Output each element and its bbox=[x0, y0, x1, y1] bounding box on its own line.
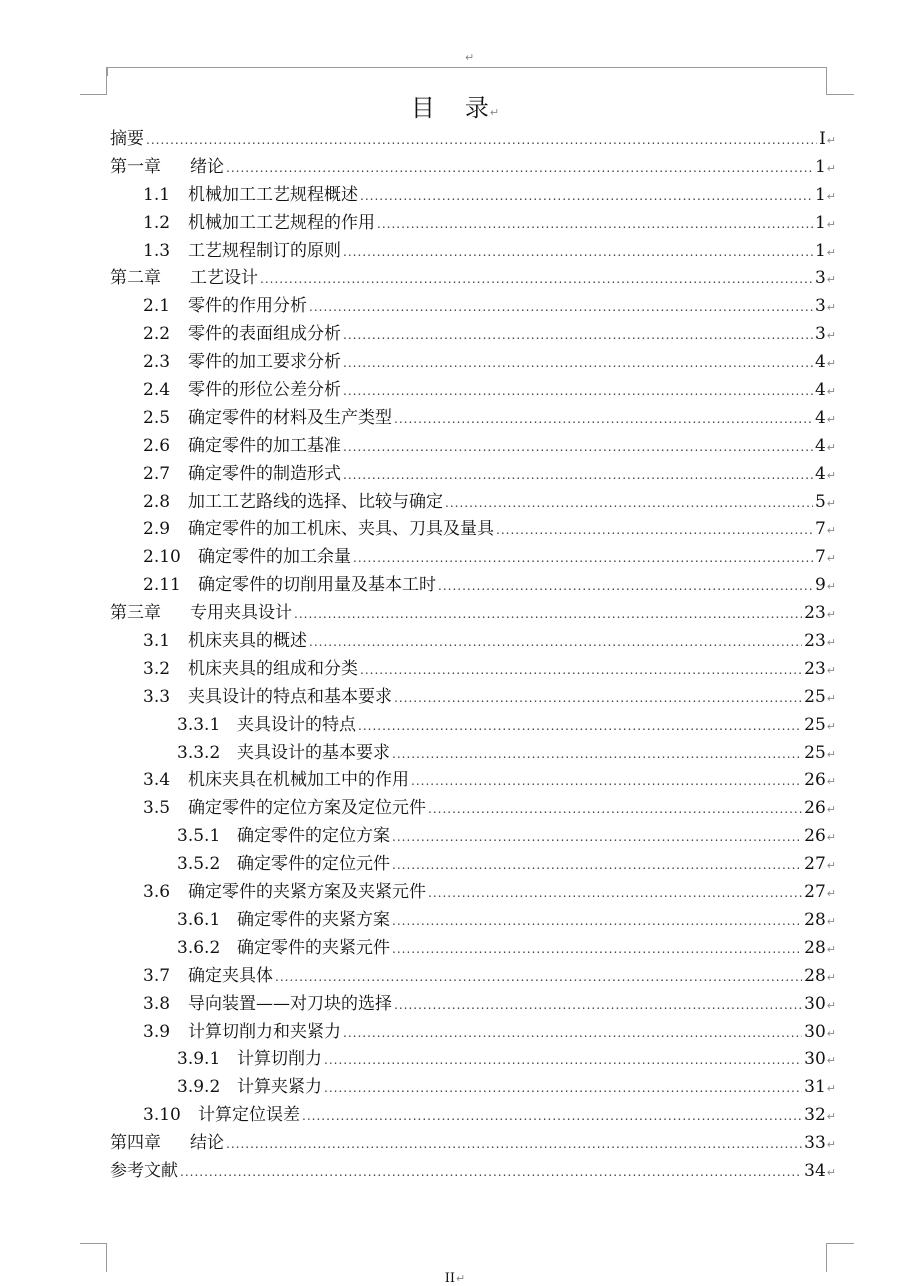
toc-entry[interactable] bbox=[110, 1130, 836, 1158]
toc-entry-page: 30 bbox=[804, 993, 826, 1014]
paragraph-mark: ↵ bbox=[826, 1138, 836, 1152]
toc-title-part1: 目 bbox=[410, 94, 435, 122]
toc-entry-number: 1.3 bbox=[143, 240, 171, 261]
paragraph-mark: ↵ bbox=[826, 552, 836, 566]
toc-entry-label: 工艺规程制订的原则 bbox=[188, 240, 341, 261]
toc-entry-number: 3.2 bbox=[143, 658, 171, 679]
toc-entry-number: 2.5 bbox=[143, 407, 171, 428]
paragraph-mark: ↵ bbox=[826, 998, 836, 1012]
toc-entry[interactable] bbox=[110, 377, 836, 405]
toc-dot-leader bbox=[445, 490, 813, 518]
toc-entry-label: 夹具设计的特点和基本要求 bbox=[188, 686, 392, 707]
toc-entry-label: 加工工艺路线的选择、比较与确定 bbox=[188, 491, 443, 512]
toc-dot-leader bbox=[392, 824, 802, 852]
toc-entry-page: 4 bbox=[814, 380, 826, 401]
toc-entry-page: 23 bbox=[804, 658, 826, 679]
toc-entry-number: 第三章 bbox=[110, 603, 161, 624]
toc-entry[interactable] bbox=[110, 963, 836, 991]
toc-entry-page: 5 bbox=[814, 491, 826, 512]
toc-entry-label: 确定零件的定位元件 bbox=[237, 854, 390, 875]
toc-entry-page: 4 bbox=[814, 407, 826, 428]
toc-entry-label: 计算夹紧力 bbox=[237, 1077, 322, 1098]
toc-entry-number: 3.8 bbox=[143, 993, 171, 1014]
toc-entry-page: 3 bbox=[814, 268, 826, 289]
toc-entry-label: 工艺设计 bbox=[190, 268, 258, 289]
paragraph-mark: ↵ bbox=[826, 719, 836, 733]
toc-dot-leader bbox=[226, 1131, 802, 1159]
paragraph-mark: ↵ bbox=[826, 301, 836, 315]
toc-entry-label: 确定夹具体 bbox=[188, 965, 273, 986]
toc-entry[interactable] bbox=[110, 823, 836, 851]
toc-entry-number: 3.5 bbox=[143, 798, 171, 819]
paragraph-mark: ↵ bbox=[826, 580, 836, 594]
toc-dot-leader bbox=[411, 768, 802, 796]
toc-entry-page: 1 bbox=[814, 156, 826, 177]
toc-entry-label: 机床夹具的组成和分类 bbox=[188, 658, 358, 679]
toc-entry-number: 1.2 bbox=[143, 212, 171, 233]
toc-entry-label: 专用夹具设计 bbox=[190, 603, 292, 624]
toc-entry-number: 第四章 bbox=[110, 1133, 161, 1154]
paragraph-mark: ↵ bbox=[826, 217, 836, 231]
toc-entry-page: I bbox=[819, 129, 826, 149]
crop-mark-bottom-left bbox=[80, 1243, 107, 1272]
paragraph-mark: ↵ bbox=[826, 859, 836, 873]
toc-entry-label: 确定零件的夹紧元件 bbox=[237, 937, 390, 958]
toc-entry-number: 3.3.2 bbox=[177, 742, 221, 763]
toc-entry-number: 2.6 bbox=[143, 435, 171, 456]
toc-entry-label: 机械加工工艺规程概述 bbox=[188, 184, 358, 205]
toc-entry-page: 7 bbox=[814, 519, 826, 540]
toc-entry-label: 确定零件的夹紧方案及夹紧元件 bbox=[188, 882, 426, 903]
toc-entry[interactable] bbox=[110, 405, 836, 433]
toc-dot-leader bbox=[358, 713, 802, 741]
paragraph-mark: ↵ bbox=[826, 1082, 836, 1096]
toc-entry-number: 3.6 bbox=[143, 882, 171, 903]
paragraph-mark: ↵ bbox=[826, 440, 836, 454]
toc-dot-leader bbox=[146, 127, 817, 155]
toc-entry-page: 28 bbox=[804, 909, 826, 930]
toc-entry-page: 4 bbox=[814, 435, 826, 456]
toc-entry-number: 3.9 bbox=[143, 1021, 171, 1042]
toc-entry-label: 确定零件的切削用量及基本工时 bbox=[198, 575, 436, 596]
toc-entry-number: 3.6.2 bbox=[177, 937, 221, 958]
toc-dot-leader bbox=[324, 1047, 802, 1075]
toc-entry-label: 确定零件的加工机床、夹具、刀具及量具 bbox=[188, 519, 494, 540]
toc-entry-label: 计算切削力和夹紧力 bbox=[188, 1021, 341, 1042]
toc-entry-label: 机械加工工艺规程的作用 bbox=[188, 212, 375, 233]
toc-dot-leader bbox=[294, 601, 802, 629]
toc-entry-page: 23 bbox=[804, 603, 826, 624]
toc-entry[interactable] bbox=[110, 907, 836, 935]
toc-dot-leader bbox=[260, 266, 813, 294]
toc-dot-leader bbox=[394, 406, 813, 434]
toc-entry-label: 确定零件的定位方案及定位元件 bbox=[188, 798, 426, 819]
toc-entry-page: 25 bbox=[804, 742, 826, 763]
paragraph-mark: ↵ bbox=[826, 1165, 836, 1179]
toc-entry-number: 3.4 bbox=[143, 770, 171, 791]
toc-entry[interactable] bbox=[110, 740, 836, 768]
toc-entry-page: 26 bbox=[804, 826, 826, 847]
toc-entry-page: 31 bbox=[804, 1077, 826, 1098]
toc-entry[interactable] bbox=[110, 879, 836, 907]
toc-dot-leader bbox=[343, 434, 813, 462]
crop-mark-bottom-right bbox=[826, 1243, 854, 1272]
paragraph-mark: ↵ bbox=[826, 914, 836, 928]
toc-entry[interactable] bbox=[110, 712, 836, 740]
toc-dot-leader bbox=[180, 1159, 802, 1187]
toc-entry[interactable] bbox=[110, 795, 836, 823]
crop-mark-top-left bbox=[80, 67, 107, 95]
toc-entry-page: 7 bbox=[814, 547, 826, 568]
toc-entry-page: 34 bbox=[804, 1160, 826, 1181]
toc-entry-page: 1 bbox=[814, 184, 826, 205]
toc-entry-label: 零件的形位公差分析 bbox=[188, 380, 341, 401]
toc-entry[interactable] bbox=[110, 1074, 836, 1102]
toc-entry-page: 3 bbox=[814, 324, 826, 345]
toc-dot-leader bbox=[428, 796, 802, 824]
toc-entry-number: 2.8 bbox=[143, 491, 171, 512]
paragraph-mark: ↵ bbox=[826, 496, 836, 510]
toc-entry-number: 2.9 bbox=[143, 519, 171, 540]
toc-entry[interactable] bbox=[110, 600, 836, 628]
toc-entry-label: 确定零件的制造形式 bbox=[188, 463, 341, 484]
toc-dot-leader bbox=[324, 1075, 802, 1103]
toc-entry-page: 4 bbox=[814, 463, 826, 484]
toc-entry-number: 3.10 bbox=[143, 1105, 181, 1126]
toc-entry-number: 3.9.1 bbox=[177, 1049, 221, 1070]
toc-title bbox=[0, 92, 910, 129]
footer-page-number: II bbox=[444, 1271, 456, 1286]
toc-entry-label: 确定零件的材料及生产类型 bbox=[188, 407, 392, 428]
toc-entry-number: 2.1 bbox=[143, 296, 171, 317]
toc-entry-number: 3.3.1 bbox=[177, 714, 221, 735]
toc-entry-page: 26 bbox=[804, 798, 826, 819]
toc-entry[interactable] bbox=[110, 851, 836, 879]
paragraph-mark: ↵ bbox=[826, 273, 836, 287]
toc-entry-page: 3 bbox=[814, 296, 826, 317]
toc-entry-label: 夹具设计的特点 bbox=[237, 714, 356, 735]
toc-entry[interactable] bbox=[110, 628, 836, 656]
toc-entry-page: 32 bbox=[804, 1105, 826, 1126]
toc-entry-label: 夹具设计的基本要求 bbox=[237, 742, 390, 763]
toc-dot-leader bbox=[226, 155, 813, 183]
toc-entry[interactable] bbox=[110, 293, 836, 321]
toc-entry[interactable] bbox=[110, 935, 836, 963]
paragraph-mark: ↵ bbox=[826, 245, 836, 259]
paragraph-mark: ↵ bbox=[826, 831, 836, 845]
paragraph-mark: ↵ bbox=[826, 663, 836, 677]
toc-entry-page: 28 bbox=[804, 965, 826, 986]
header-rule bbox=[107, 67, 827, 68]
paragraph-mark: ↵ bbox=[826, 775, 836, 789]
paragraph-mark: ↵ bbox=[826, 468, 836, 482]
toc-entry-page: 1 bbox=[814, 240, 826, 261]
toc-entry[interactable] bbox=[110, 238, 836, 266]
crop-mark-top-left-tick bbox=[107, 67, 108, 76]
paragraph-mark: ↵ bbox=[826, 1026, 836, 1040]
toc-entry-page: 9 bbox=[814, 575, 826, 596]
toc-dot-leader bbox=[343, 239, 813, 267]
toc-entry[interactable] bbox=[110, 1102, 836, 1130]
toc-entry-number: 2.11 bbox=[143, 575, 181, 596]
toc-entry[interactable] bbox=[110, 1019, 836, 1047]
paragraph-mark: ↵ bbox=[826, 691, 836, 705]
paragraph-mark: ↵ bbox=[826, 189, 836, 203]
toc-entry-label: 参考文献 bbox=[110, 1160, 178, 1181]
toc-entry[interactable] bbox=[110, 126, 836, 154]
paragraph-mark: ↵ bbox=[826, 1110, 836, 1124]
toc-entry-number: 第二章 bbox=[110, 268, 161, 289]
toc-entry-label: 摘要 bbox=[110, 129, 144, 149]
toc-entry-page: 30 bbox=[804, 1021, 826, 1042]
toc-entry-number: 2.7 bbox=[143, 463, 171, 484]
toc-entry-number: 2.10 bbox=[143, 547, 181, 568]
paragraph-mark: ↵ bbox=[826, 747, 836, 761]
toc-entry-page: 33 bbox=[804, 1133, 826, 1154]
toc-entry-number: 3.7 bbox=[143, 965, 171, 986]
paragraph-mark: ↵ bbox=[826, 942, 836, 956]
toc-entry-label: 导向装置——对刀块的选择 bbox=[188, 993, 392, 1014]
crop-mark-top-right bbox=[826, 67, 854, 95]
toc-dot-leader bbox=[343, 1020, 802, 1048]
toc-entry-number: 3.3 bbox=[143, 686, 171, 707]
toc-entry[interactable] bbox=[110, 991, 836, 1019]
toc-dot-leader bbox=[394, 992, 802, 1020]
paragraph-mark: ↵ bbox=[456, 1272, 466, 1285]
toc-entry-label: 机床夹具在机械加工中的作用 bbox=[188, 770, 409, 791]
toc-dot-leader bbox=[309, 629, 802, 657]
toc-entry-label: 计算定位误差 bbox=[198, 1105, 300, 1126]
toc-dot-leader bbox=[343, 350, 813, 378]
toc-entry[interactable] bbox=[110, 1158, 836, 1186]
toc-entry-page: 4 bbox=[814, 352, 826, 373]
toc-entry[interactable] bbox=[110, 210, 836, 238]
toc-entry[interactable] bbox=[110, 489, 836, 517]
toc-entry-label: 绪论 bbox=[190, 156, 224, 177]
toc-entry[interactable] bbox=[110, 516, 836, 544]
toc-entry-page: 26 bbox=[804, 770, 826, 791]
paragraph-mark: ↵ bbox=[826, 887, 836, 901]
toc-dot-leader bbox=[343, 322, 813, 350]
paragraph-mark: ↵ bbox=[826, 134, 836, 147]
toc-entry[interactable] bbox=[110, 1046, 836, 1074]
paragraph-mark: ↵ bbox=[826, 524, 836, 538]
paragraph-mark: ↵ bbox=[826, 329, 836, 343]
toc-entry-page: 1 bbox=[814, 212, 826, 233]
toc-entry-label: 确定零件的定位方案 bbox=[237, 826, 390, 847]
toc-entry-label: 零件的作用分析 bbox=[188, 296, 307, 317]
toc-entry[interactable] bbox=[110, 656, 836, 684]
toc-dot-leader bbox=[377, 211, 813, 239]
paragraph-mark: ↵ bbox=[826, 970, 836, 984]
toc-dot-leader bbox=[302, 1103, 802, 1131]
toc-entry-label: 零件的加工要求分析 bbox=[188, 352, 341, 373]
header-paragraph-mark: ↵ bbox=[465, 51, 475, 64]
toc-dot-leader bbox=[360, 183, 813, 211]
toc-dot-leader bbox=[360, 657, 802, 685]
toc-entry-number: 3.9.2 bbox=[177, 1077, 221, 1098]
toc-entry-page: 23 bbox=[804, 631, 826, 652]
toc-entry-number: 1.1 bbox=[143, 184, 171, 205]
toc-entry-page: 27 bbox=[804, 854, 826, 875]
toc-dot-leader bbox=[392, 852, 802, 880]
toc-entry-label: 确定零件的夹紧方案 bbox=[237, 909, 390, 930]
paragraph-mark: ↵ bbox=[826, 636, 836, 650]
paragraph-mark: ↵ bbox=[826, 803, 836, 817]
toc-entry-label: 结论 bbox=[190, 1133, 224, 1154]
toc-entry-label: 计算切削力 bbox=[237, 1049, 322, 1070]
toc-entry-number: 3.6.1 bbox=[177, 909, 221, 930]
paragraph-mark: ↵ bbox=[826, 608, 836, 622]
toc-title-part2: 录 bbox=[464, 94, 489, 122]
toc-entry-number: 第一章 bbox=[110, 156, 161, 177]
toc-entry[interactable] bbox=[110, 767, 836, 795]
toc-entry-label: 机床夹具的概述 bbox=[188, 631, 307, 652]
toc-dot-leader bbox=[392, 908, 802, 936]
toc-entry[interactable] bbox=[110, 461, 836, 489]
toc-dot-leader bbox=[428, 880, 802, 908]
page-footer bbox=[0, 1271, 910, 1286]
toc-dot-leader bbox=[392, 741, 802, 769]
toc-dot-leader bbox=[496, 517, 813, 545]
paragraph-mark: ↵ bbox=[826, 1054, 836, 1068]
toc-entry[interactable] bbox=[110, 182, 836, 210]
toc-dot-leader bbox=[343, 378, 813, 406]
toc-entry-label: 零件的表面组成分析 bbox=[188, 324, 341, 345]
paragraph-mark: ↵ bbox=[489, 106, 500, 119]
toc-entry-number: 3.1 bbox=[143, 631, 171, 652]
toc-entry[interactable] bbox=[110, 154, 836, 182]
toc-entry[interactable] bbox=[110, 433, 836, 461]
toc-entry-number: 3.5.2 bbox=[177, 854, 221, 875]
table-of-contents bbox=[110, 126, 836, 1186]
toc-dot-leader bbox=[392, 936, 802, 964]
toc-entry-page: 25 bbox=[804, 686, 826, 707]
toc-entry-page: 30 bbox=[804, 1049, 826, 1070]
toc-dot-leader bbox=[353, 545, 813, 573]
toc-entry-page: 28 bbox=[804, 937, 826, 958]
toc-entry-number: 2.2 bbox=[143, 324, 171, 345]
toc-entry-page: 25 bbox=[804, 714, 826, 735]
toc-entry-page: 27 bbox=[804, 882, 826, 903]
toc-entry[interactable] bbox=[110, 349, 836, 377]
toc-dot-leader bbox=[309, 294, 813, 322]
toc-entry-label: 确定零件的加工基准 bbox=[188, 435, 341, 456]
toc-entry-label: 确定零件的加工余量 bbox=[198, 547, 351, 568]
toc-dot-leader bbox=[275, 964, 802, 992]
toc-entry[interactable] bbox=[110, 572, 836, 600]
toc-entry[interactable] bbox=[110, 265, 836, 293]
toc-entry-number: 2.3 bbox=[143, 352, 171, 373]
toc-dot-leader bbox=[438, 573, 813, 601]
toc-entry[interactable] bbox=[110, 321, 836, 349]
toc-entry[interactable] bbox=[110, 544, 836, 572]
paragraph-mark: ↵ bbox=[826, 161, 836, 175]
toc-dot-leader bbox=[394, 685, 802, 713]
toc-entry[interactable] bbox=[110, 684, 836, 712]
paragraph-mark: ↵ bbox=[826, 412, 836, 426]
toc-entry-number: 3.5.1 bbox=[177, 826, 221, 847]
paragraph-mark: ↵ bbox=[826, 385, 836, 399]
paragraph-mark: ↵ bbox=[826, 357, 836, 371]
toc-dot-leader bbox=[343, 462, 813, 490]
toc-entry-number: 2.4 bbox=[143, 380, 171, 401]
